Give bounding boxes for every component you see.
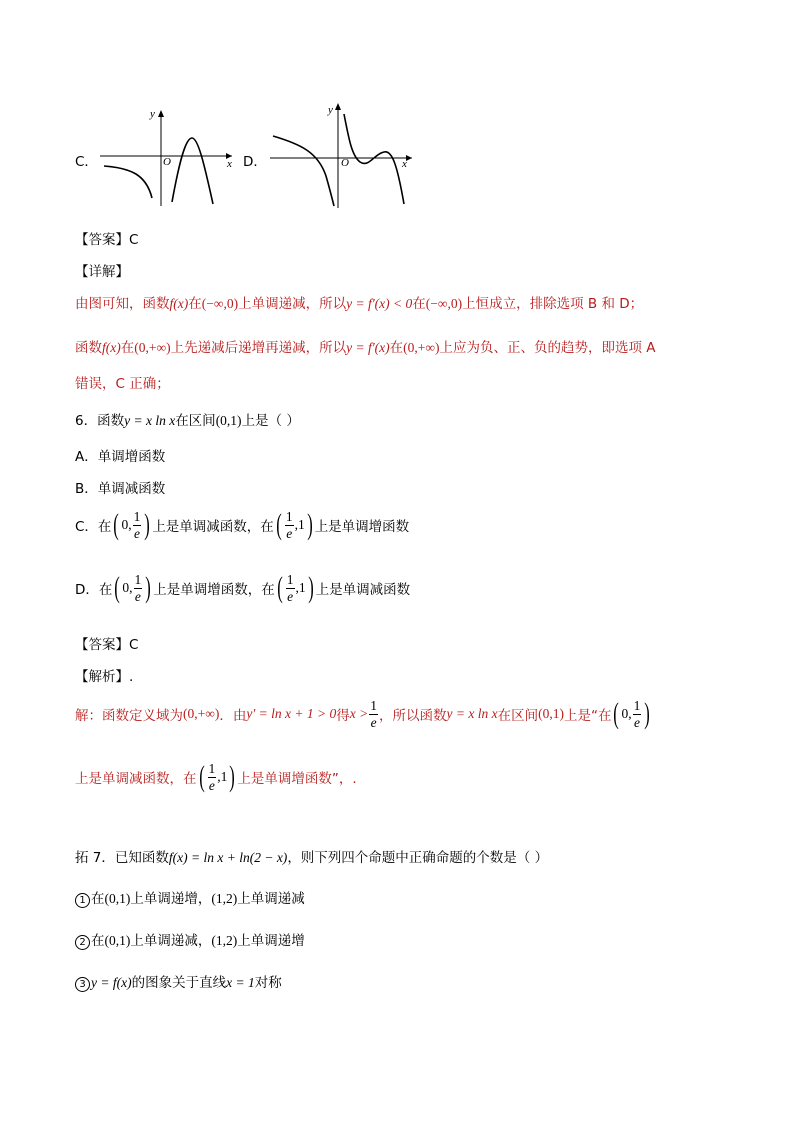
- q6-option-c: C．在 ( 0, $\frac{1}{e}$ ) 上是单调减函数，在 ( $\frac{1}{e}$ ,1 ) 上是单调增函数: [75, 508, 410, 541]
- q6-solution-line-1: 解：函数定义域为 (0,+∞) ．由 y′ = ln x + 1 > 0 得 x > $\frac{1}{e}$ ，所以函数 y = x ln x 在区间 (0,1) 上是“在 ( 0, $\frac{1}{e}$ ): [75, 697, 651, 730]
- option-c-origin-label: O: [163, 156, 171, 168]
- q7-item-3: 3 y = f(x)的图象关于直线x = 1对称: [75, 971, 282, 992]
- option-d-y-label: y: [328, 104, 333, 116]
- q5-detail-paragraph-2: 函数f(x)在(0,+∞)上先递减后递增再递减，所以y = f′(x)在(0,+∞)上应为负、正、负的趋势，即选项 A: [75, 340, 656, 356]
- q6-option-a: A．单调增函数: [75, 449, 166, 465]
- q6-option-b: B．单调减函数: [75, 481, 166, 497]
- q7-item-2: 2 在(0,1)上单调递减，(1,2)上单调递增: [75, 929, 305, 950]
- q5-detail-paragraph-3: 错误，C 正确；: [75, 376, 170, 392]
- option-d-x-label: x: [402, 158, 407, 170]
- q6-analysis-label: 【解析】.: [75, 669, 134, 685]
- q6-option-d: D．在 ( 0, $\frac{1}{e}$ ) 上是单调增函数，在 ( $\frac{1}{e}$ ,1 ) 上是单调减函数: [75, 571, 411, 604]
- q7-item-1: 1 在(0,1)上单调递增，(1,2)上单调递减: [75, 887, 305, 908]
- option-d-origin-label: O: [341, 157, 349, 169]
- answer-value: C: [129, 232, 139, 248]
- q6-solution-line-2: 上是单调减函数，在 ( $\frac{1}{e}$ ,1 ) 上是单调增函数”，.: [75, 760, 357, 793]
- option-c-label: C．: [75, 154, 98, 170]
- q7-stem: 拓 7．已知函数f(x) = ln x + ln(2 − x)，则下列四个命题中正确命题的个数是（ ）: [75, 850, 549, 866]
- q5-detail-label: 【详解】: [75, 264, 129, 280]
- graph-option-d: [270, 100, 415, 210]
- q5-answer: [75, 228, 138, 248]
- answer-label: 【答案】: [75, 232, 129, 248]
- q6-stem: 6．函数y = x ln x在区间(0,1)上是（ ）: [75, 413, 300, 429]
- q5-detail-paragraph-1: 由图可知，函数f(x)在(−∞,0)上单调递减，所以y = f′(x) < 0在(−∞,0)上恒成立，排除选项 B 和 D；: [75, 296, 644, 312]
- option-c-y-label: y: [150, 108, 155, 120]
- option-c-x-label: x: [227, 158, 232, 170]
- q6-answer: 【答案】C: [75, 637, 139, 653]
- option-d-label: D．: [243, 154, 267, 170]
